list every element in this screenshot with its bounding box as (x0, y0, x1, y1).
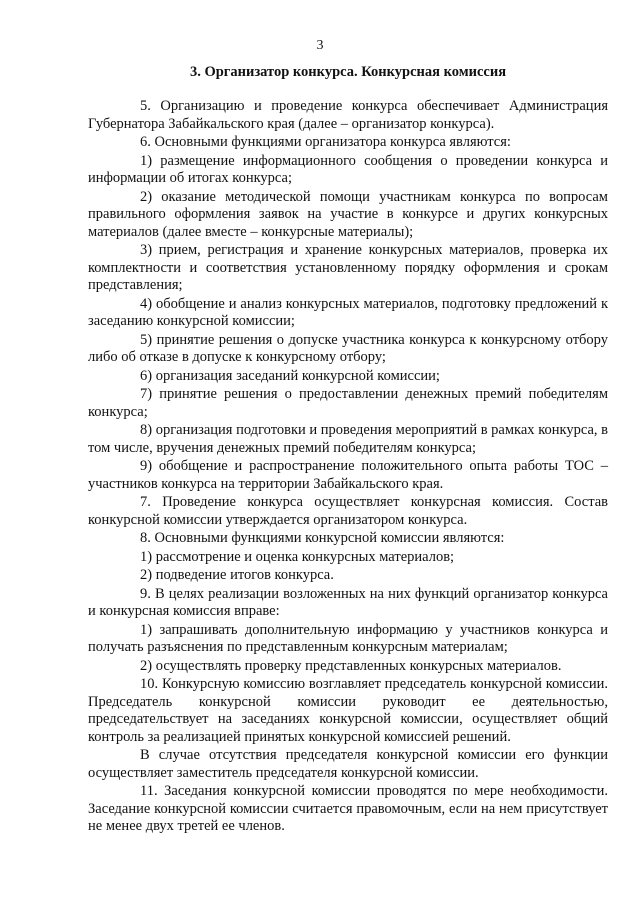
paragraph: В случае отсутствия председателя конкурсной комиссии его функции осуществляет заместитель председателя конкурсной комиссии. (88, 747, 608, 781)
paragraph: 8) организация подготовки и проведения мероприятий в рамках конкурса, в том числе, вручения денежных премий победителям конкурса; (88, 422, 608, 456)
paragraph: 10. Конкурсную комиссию возглавляет председатель конкурсной комиссии. Председатель конкурсной комиссии руководит ее деятельностью, председательствует на заседаниях конкурсной комиссии, осуществляет общий контроль за реализацией принятых конкурсной комиссией решений. (88, 676, 608, 745)
paragraph: 11. Заседания конкурсной комиссии проводятся по мере необходимости. Заседание конкурсной комиссии считается правомочным, если на нем присутствует не менее двух третей ее членов. (88, 783, 608, 834)
paragraph: 5) принятие решения о допуске участника конкурса к конкурсному отбору либо об отказе в допуске к конкурсному отбору; (88, 331, 608, 365)
paragraph: 1) рассмотрение и оценка конкурсных материалов; (140, 548, 455, 565)
paragraph: 2) осуществлять проверку представленных конкурсных материалов. (140, 657, 562, 674)
paragraph: 1) размещение информационного сообщения о проведении конкурса и информации об итогах конкурса; (88, 152, 608, 186)
paragraph: 5. Организацию и проведение конкурса обеспечивает Администрация Губернатора Забайкальского края (далее – организатор конкурса). (88, 98, 608, 132)
paragraph: 7) принятие решения о предоставлении денежных премий победителям конкурса; (88, 386, 608, 420)
paragraph: 9. В целях реализации возложенных на них функций организатор конкурса и конкурсная комиссия вправе: (88, 585, 608, 619)
paragraph: 2) подведение итогов конкурса. (140, 567, 334, 583)
paragraph: 4) обобщение и анализ конкурсных материалов, подготовку предложений к заседанию конкурсной комиссии; (88, 295, 608, 329)
document-body (88, 98, 608, 837)
paragraph: 2) оказание методической помощи участникам конкурса по вопросам правильного оформления заявок на участие в конкурсе и других конкурсных материалов (далее вместе – конкурсные материалы); (88, 188, 608, 240)
paragraph: 3) прием, регистрация и хранение конкурсных материалов, проверка их комплектности и соответствия установленному порядку оформления и срокам представления; (88, 242, 608, 293)
paragraph: 6. Основными функциями организатора конкурса являются: (140, 134, 511, 150)
paragraph: 1) запрашивать дополнительную информацию у участников конкурса и получать разъяснения по представленным конкурсным материалам; (88, 621, 608, 655)
page-number: 3 (316, 38, 324, 53)
paragraph: 9) обобщение и распространение положительного опыта работы ТОС – участников конкурса на территории Забайкальского края. (88, 458, 608, 492)
paragraph: 7. Проведение конкурса осуществляет конкурсная комиссия. Состав конкурсной комиссии утверждается организатором конкурса. (88, 494, 608, 528)
paragraph: 6) организация заседаний конкурсной комиссии; (140, 367, 440, 384)
section-title: 3. Организатор конкурса. Конкурсная комиссия (189, 64, 507, 80)
paragraph: 8. Основными функциями конкурсной комиссии являются: (140, 530, 505, 546)
